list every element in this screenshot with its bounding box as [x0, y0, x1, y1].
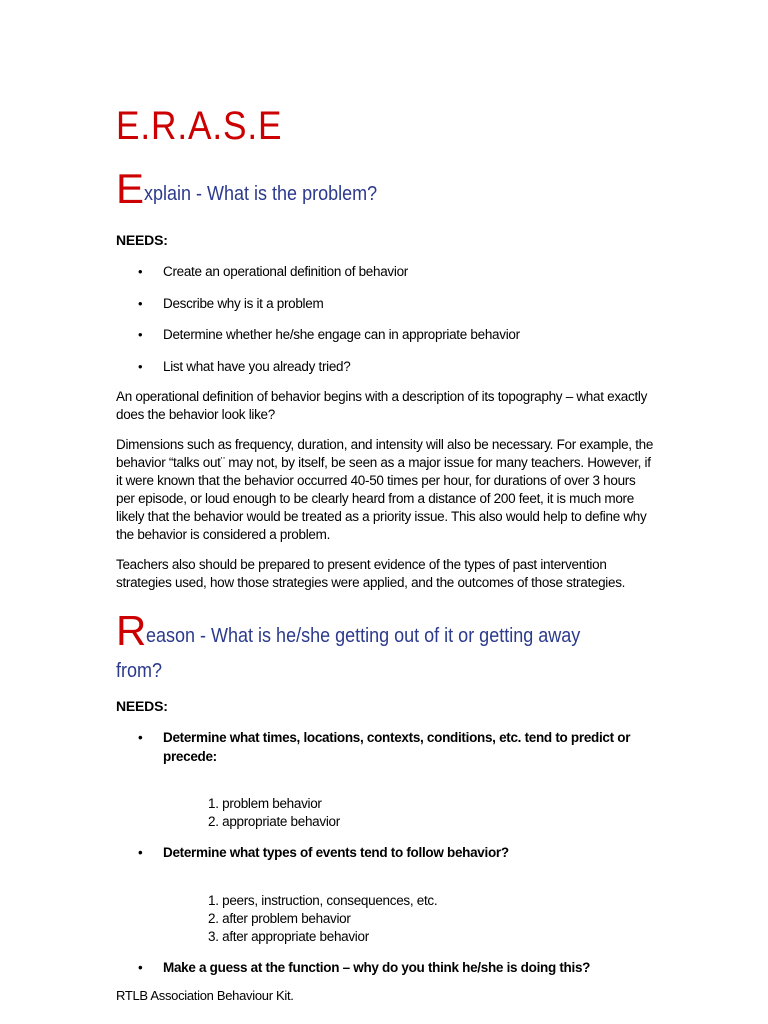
numbered-list	[208, 795, 340, 831]
list-item: • Determine whether he/she engage can in appropriate behavior	[116, 326, 520, 358]
list-item	[116, 729, 656, 766]
needs-label: NEEDS:	[116, 698, 168, 714]
bullet-icon: •	[138, 845, 143, 860]
section-initial: E	[116, 165, 145, 212]
document-title: E.R.A.S.E	[116, 104, 283, 148]
list-item	[116, 959, 656, 978]
list-item-text: Determine what times, locations, contexts, conditions, etc. tend to predict or precede:	[163, 730, 631, 764]
bullet-icon: •	[138, 730, 143, 745]
numbered-list	[208, 892, 437, 946]
page-footer: RTLB Association Behaviour Kit.	[116, 988, 294, 1003]
list-item	[116, 844, 656, 863]
section-heading-reason	[116, 607, 629, 654]
numbered-item: 1. problem behavior	[208, 796, 322, 811]
section-initial: R	[116, 607, 147, 654]
list-item: • Create an operational definition of behavior	[116, 263, 520, 295]
paragraph: An operational definition of behavior begins with a description of its topography – what exactly does the behavior look like?	[116, 389, 648, 422]
list-item: • Describe why is it a problem	[116, 295, 520, 327]
numbered-item: 2. after problem behavior	[208, 911, 351, 926]
section-heading-reason-cont	[116, 655, 167, 687]
bullet-icon: •	[138, 960, 143, 975]
list-item-text: Make a guess at the function – why do you think he/she is doing this?	[163, 960, 591, 975]
section-heading-text: xplain - What is the problem?	[144, 183, 378, 205]
numbered-item: 3. after appropriate behavior	[208, 929, 369, 944]
section-heading-text: eason - What is he/she getting out of it or getting away	[146, 625, 581, 647]
list-item: • List what have you already tried?	[116, 358, 520, 390]
section-heading-text: from?	[116, 660, 163, 682]
needs-list	[116, 263, 520, 389]
section-heading-explain	[116, 165, 403, 212]
numbered-item: 2. appropriate behavior	[208, 814, 340, 829]
list-item-text: Determine what types of events tend to follow behavior?	[163, 845, 509, 860]
needs-label: NEEDS:	[116, 232, 168, 248]
paragraph: Dimensions such as frequency, duration, and intensity will also be necessary. For example, the behavior “talks out¨ may not, by itself, be seen as a major issue for many teachers. However, if it were known that the behavior occurred 40-50 times per hour, for durations of over 3 hours per episode, or loud enough to be clearly heard from a distance of 200 feet, it is much more likely that the behavior would be treated as a priority issue. This also would help to define why the behavior is considered a problem.	[116, 437, 654, 542]
paragraph: Teachers also should be prepared to present evidence of the types of past intervention strategies used, how those strategies were applied, and the outcomes of those strategies.	[116, 557, 626, 590]
numbered-item: 1. peers, instruction, consequences, etc.	[208, 893, 438, 908]
